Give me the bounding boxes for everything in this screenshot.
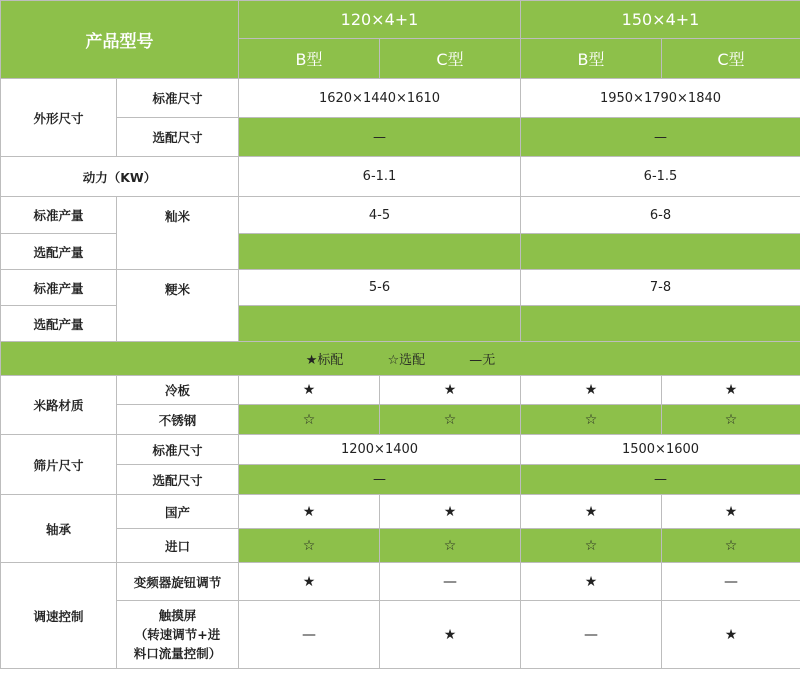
optional-output-cell [239, 306, 521, 342]
mark-cell: ★ [380, 601, 521, 669]
sieve-size-value: 1500×1600 [521, 435, 800, 465]
mark-cell: ☆ [239, 529, 380, 563]
mark-cell: ☆ [662, 405, 800, 435]
mark-cell: ★ [239, 563, 380, 601]
optional-output-cell [521, 234, 800, 270]
mark-cell: ★ [662, 495, 800, 529]
optional-size-label: 选配尺寸 [117, 118, 239, 157]
sieve-optional-value: — [239, 465, 521, 495]
touchscreen-label-line: 料口流量控制） [133, 646, 222, 661]
inverter-knob-label: 变频器旋钮调节 [117, 563, 239, 601]
mark-cell: ★ [521, 376, 662, 405]
mark-cell: — [662, 563, 800, 601]
legend-row [1, 342, 800, 376]
type-header: C型 [662, 39, 800, 79]
touchscreen-label [117, 601, 239, 669]
mark-cell: ★ [521, 563, 662, 601]
sieve-size-value: 1200×1400 [239, 435, 521, 465]
touchscreen-label-line: （转速调节+进 [134, 627, 221, 642]
output-value: 6-8 [521, 197, 800, 234]
legend-optional: ☆选配 [387, 353, 426, 368]
standard-output-label: 标准产量 [1, 197, 117, 234]
model-header: 产品型号 [1, 1, 239, 79]
mark-cell: — [521, 601, 662, 669]
mark-cell: ☆ [380, 529, 521, 563]
power-value: 6-1.1 [239, 157, 521, 197]
material-label: 米路材质 [1, 376, 117, 435]
imported-label: 进口 [117, 529, 239, 563]
output-value: 4-5 [239, 197, 521, 234]
outer-size-value: 1620×1440×1610 [239, 79, 521, 118]
sieve-optional-value: — [521, 465, 800, 495]
indica-rice-label: 籼米 [117, 197, 239, 270]
group-header-150: 150×4+1 [521, 1, 800, 39]
japonica-rice-label: 粳米 [117, 270, 239, 342]
mark-cell: ★ [380, 376, 521, 405]
output-value: 7-8 [521, 270, 800, 306]
outer-size-label: 外形尺寸 [1, 79, 117, 157]
standard-output-label: 标准产量 [1, 270, 117, 306]
bearing-label: 轴承 [1, 495, 117, 563]
mark-cell: ★ [380, 495, 521, 529]
speed-control-label: 调速控制 [1, 563, 117, 669]
touchscreen-label-line: 触摸屏 [158, 608, 197, 623]
optional-output-label: 选配产量 [1, 306, 117, 342]
mark-cell: ☆ [662, 529, 800, 563]
standard-size-label: 标准尺寸 [117, 435, 239, 465]
optional-size-value: — [521, 118, 800, 157]
mark-cell: ★ [239, 376, 380, 405]
type-header: B型 [239, 39, 380, 79]
cold-plate-label: 冷板 [117, 376, 239, 405]
mark-cell: ☆ [239, 405, 380, 435]
power-value: 6-1.5 [521, 157, 800, 197]
mark-cell: ☆ [380, 405, 521, 435]
mark-cell: — [380, 563, 521, 601]
stainless-label: 不锈钢 [117, 405, 239, 435]
optional-output-label: 选配产量 [1, 234, 117, 270]
mark-cell: ☆ [521, 405, 662, 435]
legend-none: —无 [469, 353, 496, 368]
sieve-label: 筛片尺寸 [1, 435, 117, 495]
optional-output-cell [521, 306, 800, 342]
group-header-120: 120×4+1 [239, 1, 521, 39]
optional-output-cell [239, 234, 521, 270]
optional-size-value: — [239, 118, 521, 157]
output-value: 5-6 [239, 270, 521, 306]
legend-standard: ★标配 [305, 353, 344, 368]
type-header: C型 [380, 39, 521, 79]
type-header: B型 [521, 39, 662, 79]
mark-cell: ★ [662, 376, 800, 405]
domestic-label: 国产 [117, 495, 239, 529]
mark-cell: ★ [521, 495, 662, 529]
outer-size-value: 1950×1790×1840 [521, 79, 800, 118]
mark-cell: — [239, 601, 380, 669]
optional-size-label: 选配尺寸 [117, 465, 239, 495]
mark-cell: ☆ [521, 529, 662, 563]
mark-cell: ★ [662, 601, 800, 669]
power-label: 动力（KW） [1, 157, 239, 197]
standard-size-label: 标准尺寸 [117, 79, 239, 118]
mark-cell: ★ [239, 495, 380, 529]
